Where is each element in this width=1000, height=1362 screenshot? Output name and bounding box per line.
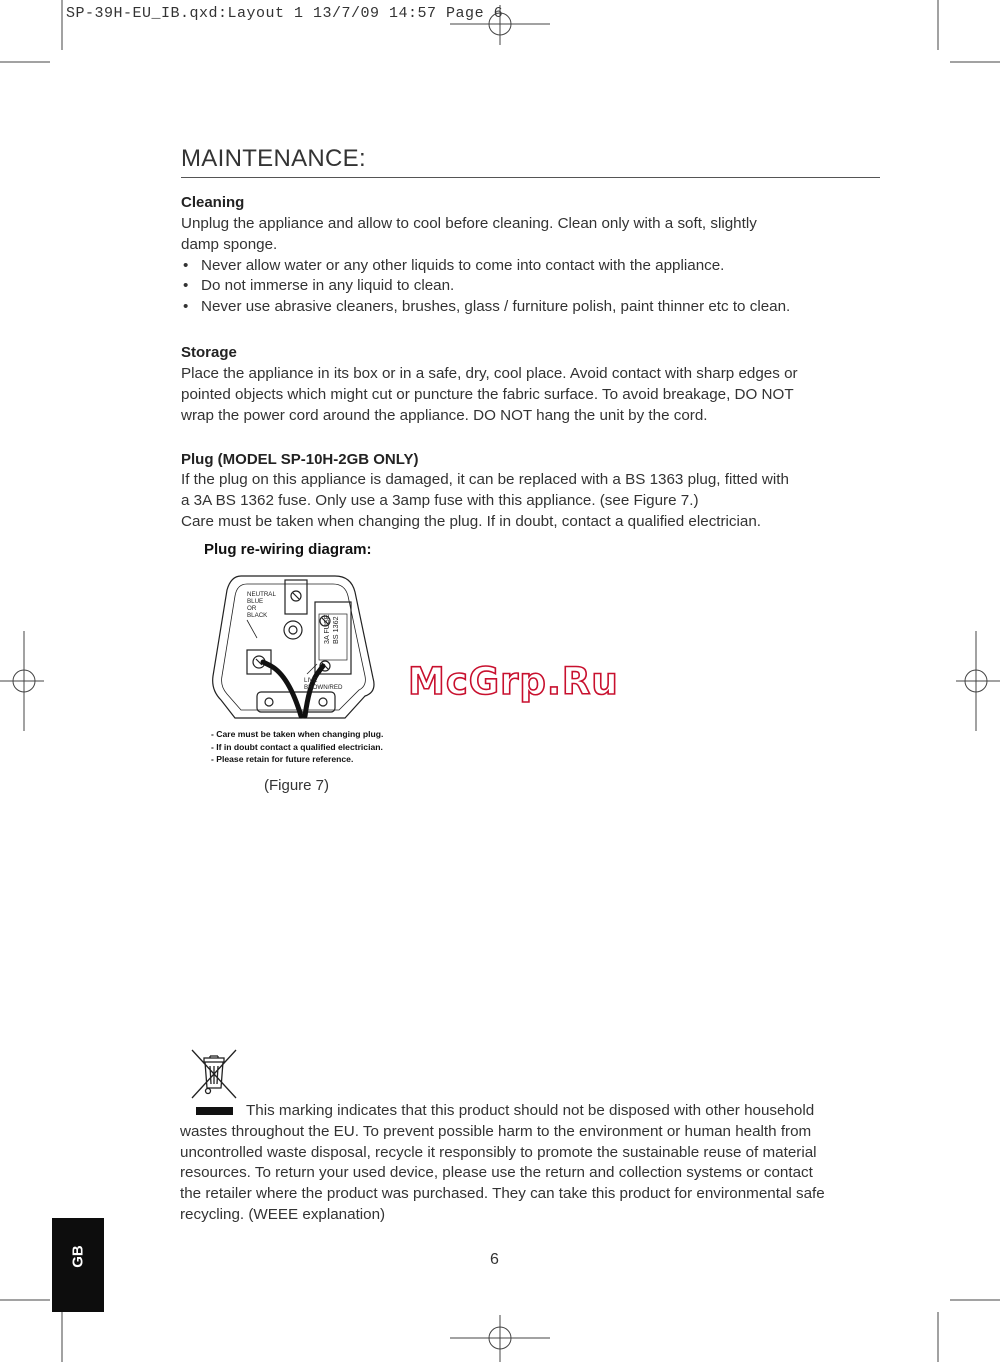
weee-line: wastes throughout the EU. To prevent possible harm to the environment or human health from — [180, 1122, 812, 1140]
plug-wiring-diagram — [205, 566, 395, 726]
storage-line: wrap the power cord around the appliance. DO NOT hang the unit by the cord. — [181, 406, 708, 424]
fuse-label: 3A FUSE — [322, 614, 331, 644]
neutral-label: OR — [247, 605, 257, 612]
printer-slug: SP-39H-EU_IB.qxd:Layout 1 13/7/09 14:57 Page 6 — [66, 5, 504, 22]
diagram-note: - Please retain for future reference. — [211, 754, 354, 764]
weee-text — [180, 1101, 880, 1226]
page-number: 6 — [490, 1251, 499, 1268]
diagram-notes — [211, 728, 383, 766]
weee-line: recycling. (WEEE explanation) — [180, 1205, 386, 1223]
plug-heading: Plug (MODEL SP-10H-2GB ONLY) — [181, 451, 419, 468]
cleaning-bullet-list — [181, 256, 881, 318]
neutral-label: BLACK — [247, 612, 268, 619]
storage-text — [181, 364, 881, 426]
weee-line: the retailer where the product was purchased. They can take this product for environmental safe — [180, 1185, 825, 1203]
weee-line: uncontrolled waste disposal, recycle it responsibly to promote the sustainable reuse of material — [180, 1143, 817, 1161]
fuse-label: BS 1362 — [331, 616, 340, 644]
diagram-note: - If in doubt contact a qualified electrician. — [211, 741, 383, 752]
cleaning-heading: Cleaning — [181, 194, 245, 211]
page-title: MAINTENANCE: — [181, 145, 366, 172]
weee-line — [180, 1101, 880, 1122]
cleaning-intro — [181, 214, 881, 256]
diagram-title: Plug re-wiring diagram: — [204, 541, 372, 558]
neutral-label: BLUE — [247, 598, 264, 605]
list-item: • Do not immerse in any liquid to clean. — [181, 276, 881, 297]
weee-line-text: This marking indicates that this product should not be disposed with other household — [246, 1102, 815, 1119]
list-item: • Never allow water or any other liquids to come into contact with the appliance. — [181, 256, 881, 277]
plug-text — [181, 470, 881, 532]
plug-line: Care must be taken when changing the plug. If in doubt, contact a qualified electrician. — [181, 512, 762, 530]
live-label: BROWN/RED — [304, 684, 343, 691]
storage-line: pointed objects which might cut or puncture the fabric surface. To avoid breakage, DO NOT — [181, 385, 794, 403]
storage-heading: Storage — [181, 344, 237, 361]
language-tab — [52, 1218, 104, 1312]
plug-section — [181, 451, 881, 532]
figure-caption: (Figure 7) — [264, 777, 330, 794]
language-tab-label: GB — [69, 1245, 87, 1268]
diagram-note: - Care must be taken when changing plug. — [211, 729, 384, 739]
watermark: McGrp.Ru — [408, 660, 619, 703]
live-label: LIVE — [304, 677, 318, 684]
cleaning-section — [181, 194, 881, 318]
cleaning-intro-line: Unplug the appliance and allow to cool before cleaning. Clean only with a soft, slightly — [181, 215, 757, 232]
neutral-label: NEUTRAL — [247, 591, 276, 598]
weee-line: resources. To return your used device, please use the return and collection systems or contact — [180, 1164, 813, 1182]
storage-section — [181, 344, 881, 426]
list-item: • Never use abrasive cleaners, brushes, glass / furniture polish, paint thinner etc to clean. — [181, 297, 881, 318]
cleaning-intro-line: damp sponge. — [181, 235, 278, 253]
storage-line: Place the appliance in its box or in a safe, dry, cool place. Avoid contact with sharp edges or — [181, 365, 798, 382]
title-rule — [181, 177, 880, 178]
plug-line: If the plug on this appliance is damaged, it can be replaced with a BS 1363 plug, fitted with — [181, 471, 789, 488]
plug-line: a 3A BS 1362 fuse. Only use a 3amp fuse with this appliance. (see Figure 7.) — [181, 491, 699, 509]
